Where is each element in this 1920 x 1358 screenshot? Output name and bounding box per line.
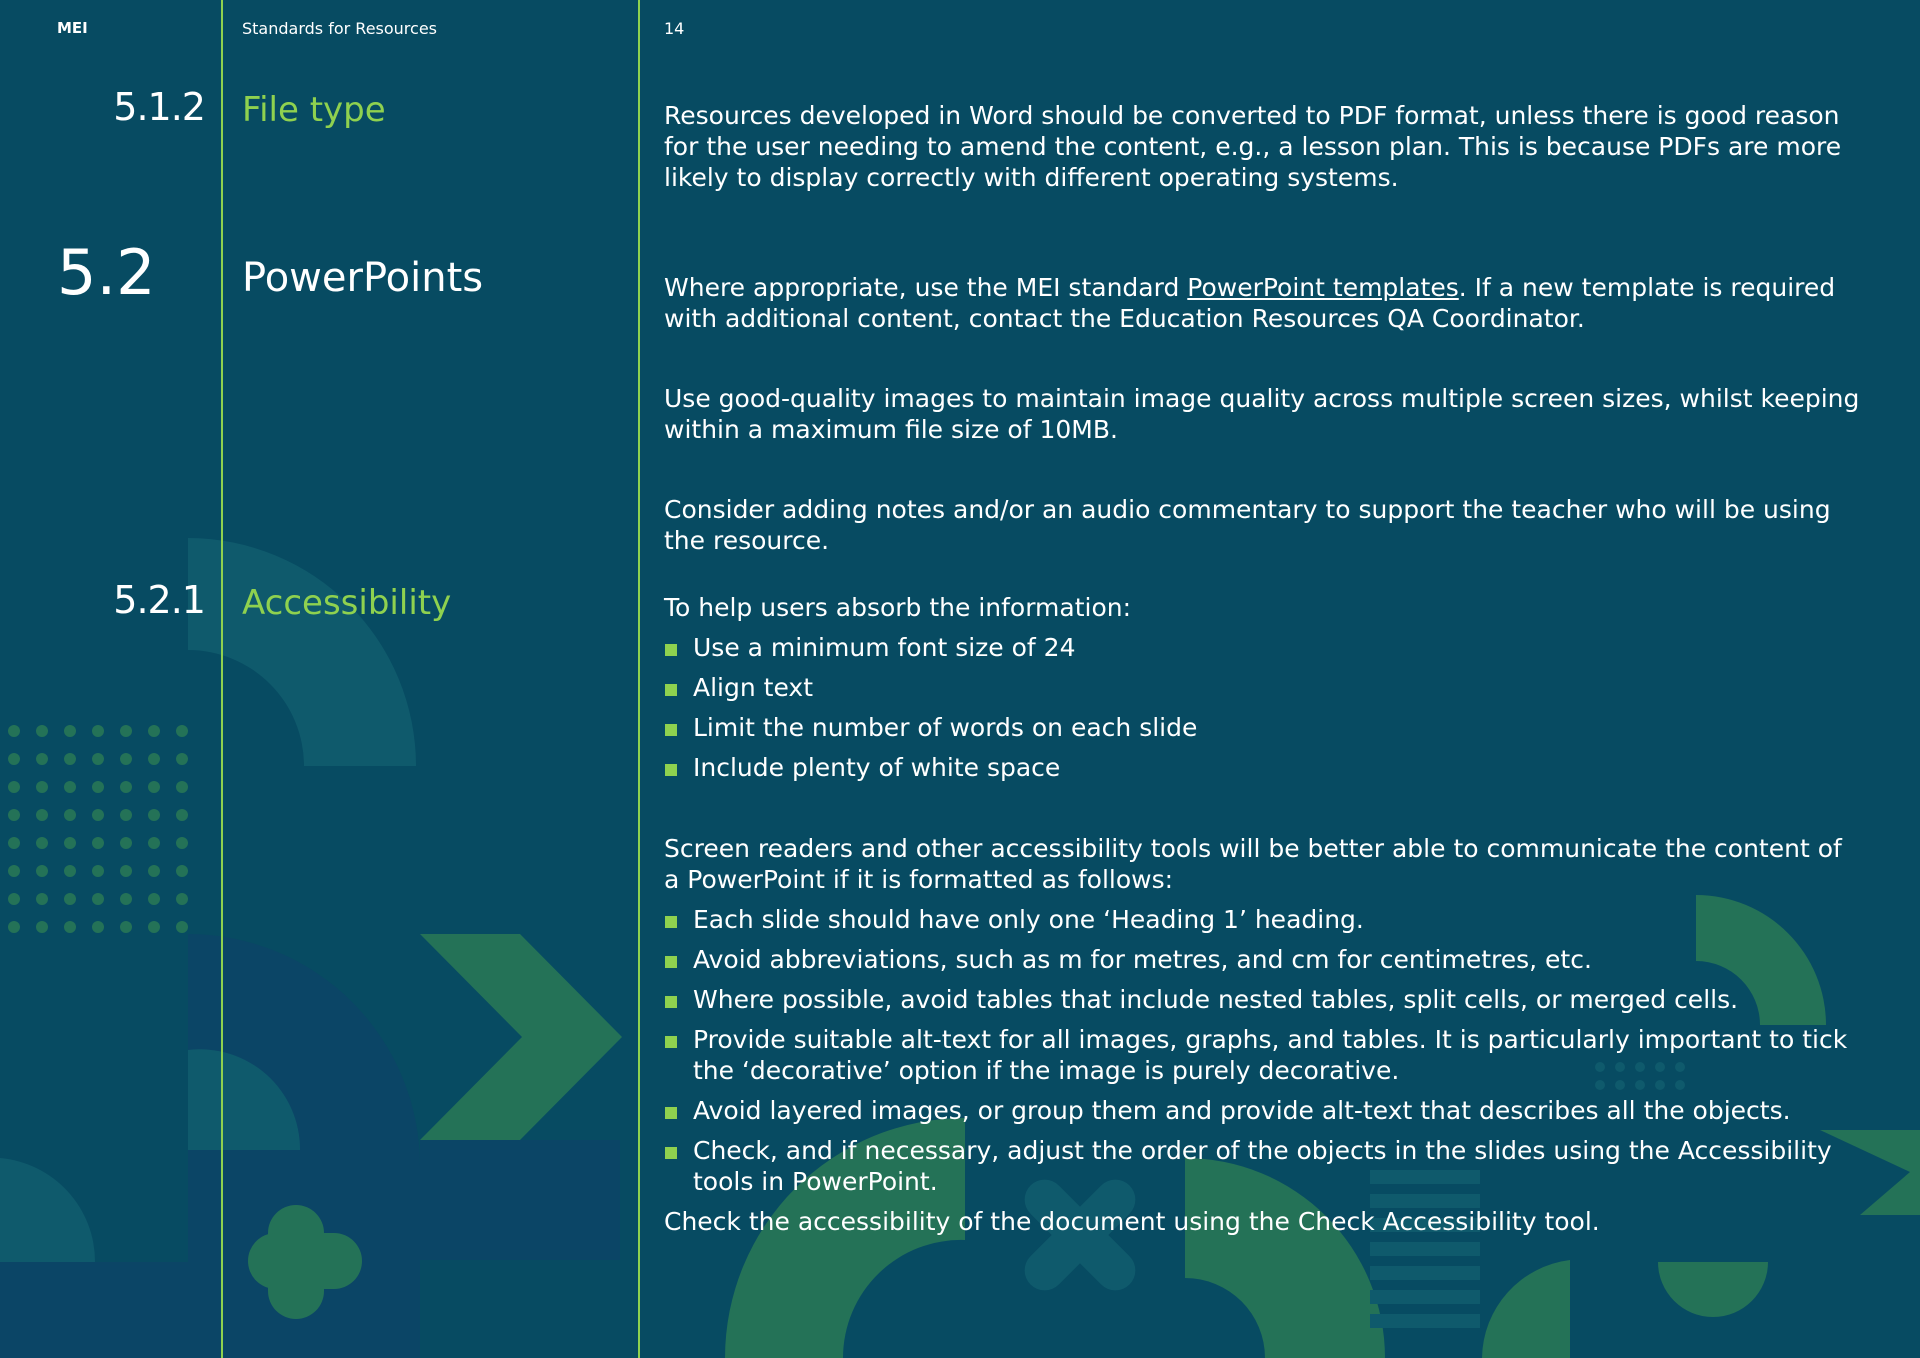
bullet-square-icon — [665, 1147, 677, 1159]
list-item — [664, 944, 1864, 975]
screen-readers-section-body — [664, 833, 1864, 1237]
bullet-square-icon — [665, 956, 677, 968]
bullet-square-icon — [665, 764, 677, 776]
powerpoints-paragraph-2-container — [664, 383, 1864, 445]
list-item-text: Align text — [693, 673, 813, 702]
list-item — [664, 1024, 1864, 1086]
bullet-square-icon — [665, 916, 677, 928]
list-item-text: Avoid layered images, or group them and provide alt-text that describes all the objects. — [693, 1096, 1791, 1125]
list-item-text: Use a minimum font size of 24 — [693, 633, 1076, 662]
powerpoints-text-after-link: . If a new template is required with additional content, contact the Education Resources QA Coordinator. — [664, 273, 1836, 333]
accessibility-intro: To help users absorb the information: — [664, 593, 1132, 622]
powerpoints-paragraph-1 — [664, 272, 1864, 334]
left-column-rule — [221, 0, 223, 1358]
list-item-text: Check, and if necessary, adjust the order of the objects in the slides using the Accessibility tools in PowerPoint. — [693, 1136, 1832, 1196]
bullet-square-icon — [665, 724, 677, 736]
bullet-square-icon — [665, 684, 677, 696]
screen-readers-intro: Screen readers and other accessibility tools will be better able to communicate the content of a PowerPoint if it is formatted as follows: — [664, 834, 1842, 894]
list-item — [664, 904, 1864, 935]
list-item-text: Avoid abbreviations, such as m for metres, and cm for centimetres, etc. — [693, 945, 1592, 974]
list-item-text: Where possible, avoid tables that include nested tables, split cells, or merged cells. — [693, 985, 1739, 1014]
section-number-5-2: 5.2 — [57, 236, 156, 309]
screen-readers-bullet-list — [664, 904, 1864, 1197]
header-page-number: 14 — [664, 19, 685, 38]
list-item — [664, 672, 1864, 703]
accessibility-bullet-list — [664, 632, 1864, 783]
header-brand: MEI — [57, 19, 88, 37]
powerpoints-text-before-link: Where appropriate, use the MEI standard — [664, 273, 1188, 302]
list-item-text: Limit the number of words on each slide — [693, 713, 1198, 742]
bullet-square-icon — [665, 996, 677, 1008]
powerpoint-templates-link[interactable]: PowerPoint templates — [1187, 273, 1459, 302]
header-document-title: Standards for Resources — [242, 19, 438, 38]
accessibility-section-body — [664, 592, 1864, 783]
section-title-accessibility: Accessibility — [242, 583, 452, 623]
bullet-square-icon — [665, 644, 677, 656]
closing-paragraph: Check the accessibility of the document using the Check Accessibility tool. — [664, 1207, 1600, 1236]
list-item — [664, 752, 1864, 783]
bullet-square-icon — [665, 1036, 677, 1048]
list-item — [664, 1095, 1864, 1126]
list-item — [664, 632, 1864, 663]
section-number-5-2-1: 5.2.1 — [113, 578, 205, 622]
list-item-text: Include plenty of white space — [693, 753, 1061, 782]
list-item-text: Provide suitable alt-text for all images, graphs, and tables. It is particularly important to tick the ‘decorative’ option if the image is purely decorative. — [693, 1025, 1848, 1085]
list-item — [664, 1135, 1864, 1197]
list-item-text: Each slide should have only one ‘Heading 1’ heading. — [693, 905, 1364, 934]
bullet-square-icon — [665, 1107, 677, 1119]
content-column-rule — [638, 0, 640, 1358]
list-item — [664, 712, 1864, 743]
powerpoints-paragraph-2: Use good-quality images to maintain image quality across multiple screen sizes, whilst keeping within a maximum file size of 10MB. — [664, 384, 1860, 444]
powerpoints-paragraph-3-container — [664, 494, 1864, 556]
dot-grid — [8, 725, 188, 933]
file-type-paragraph: Resources developed in Word should be converted to PDF format, unless there is good reason for the user needing to amend the content, e.g., a lesson plan. This is because PDFs are more likely to display correctly with different operating systems. — [664, 101, 1842, 192]
powerpoints-paragraph-3: Consider adding notes and/or an audio commentary to support the teacher who will be using the resource. — [664, 495, 1831, 555]
section-title-powerpoints: PowerPoints — [242, 255, 484, 301]
section-number-5-1-2: 5.1.2 — [113, 85, 205, 129]
section-title-file-type: File type — [242, 90, 386, 130]
list-item — [664, 984, 1864, 1015]
file-type-section-body — [664, 100, 1864, 193]
